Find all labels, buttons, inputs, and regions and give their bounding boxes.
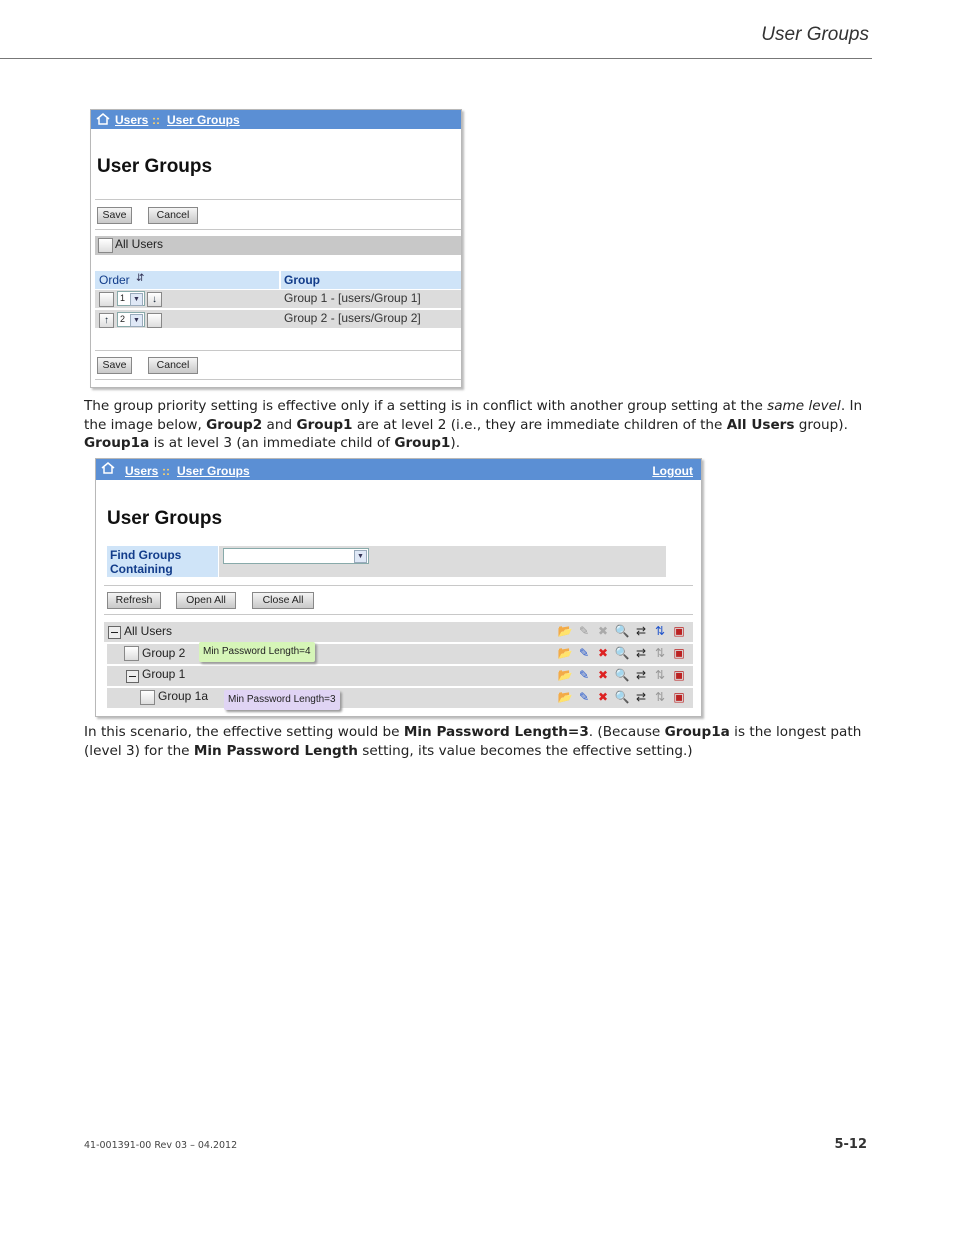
header-rule [0,58,872,59]
tree-label[interactable]: Group 1a [158,689,209,703]
chevron-down-icon: ▼ [130,293,143,306]
move-icon[interactable]: ⇄ [635,690,647,704]
home-icon[interactable] [101,462,115,474]
move-icon[interactable]: ⇄ [635,624,647,638]
edit-icon[interactable]: ✎ [578,668,590,682]
save-button[interactable]: Save [97,207,132,224]
move-down-placeholder [147,313,162,328]
settings-icon[interactable]: ▣ [673,690,685,704]
move-down-arrow-icon[interactable]: ↓ [147,292,162,307]
divider [95,350,461,351]
chevron-down-icon: ▼ [130,314,143,327]
settings-icon[interactable]: ▣ [673,646,685,660]
search-icon[interactable]: 🔍 [614,624,630,638]
cancel-button[interactable]: Cancel [148,207,198,224]
divider [95,379,461,380]
order-value: 2 [120,314,126,324]
move-icon[interactable]: ⇄ [635,646,647,660]
order-select[interactable] [117,291,145,306]
nav-bar [96,459,701,480]
delete-icon[interactable]: ✖ [597,646,609,660]
add-folder-icon[interactable]: 📂 [557,646,573,660]
paragraph-group-priority: The group priority setting is effective only if a setting is in conflict with another group setting at the same level. In the image below, Group2 and Group1 are at level 2 (i.e., they are immediate children of the All Users group). Group1a is at level 3 (an immediate child of Group1). [84,398,863,451]
divider [104,585,693,586]
row-actions [557,624,687,639]
min-password-note: Min Password Length=3 [224,690,340,710]
group-checkbox[interactable] [124,646,139,661]
page-title: User Groups [107,508,223,529]
search-icon[interactable]: 🔍 [614,668,630,682]
row-actions [557,668,687,683]
row-actions [557,646,687,661]
save-button[interactable]: Save [97,357,132,374]
delete-icon[interactable]: ✖ [597,690,609,704]
move-icon[interactable]: ⇄ [635,668,647,682]
settings-icon[interactable]: ▣ [673,668,685,682]
sort-icon[interactable]: ⇵ [136,273,145,284]
collapse-icon[interactable] [108,626,121,639]
all-users-label: All Users [115,237,164,251]
row-actions [557,690,687,705]
search-icon[interactable]: 🔍 [614,646,630,660]
edit-icon[interactable]: ✎ [578,646,590,660]
breadcrumb-user-groups-link[interactable]: User Groups [177,464,250,478]
user-groups-order-screenshot [90,109,462,388]
group-cell: Group 1 - [users/Group 1] [284,291,421,305]
cancel-button[interactable]: Cancel [148,357,198,374]
tree-label[interactable]: Group 1 [142,667,186,681]
footer-doc-number: 41-001391-00 Rev 03 – 04.2012 [84,1140,238,1151]
group-cell: Group 2 - [users/Group 2] [284,311,421,325]
edit-icon[interactable]: ✎ [578,690,590,704]
breadcrumb-users-link[interactable]: Users [115,113,149,127]
add-folder-icon[interactable]: 📂 [557,668,573,682]
search-icon[interactable]: 🔍 [614,690,630,704]
order-select[interactable] [117,312,145,327]
move-up-arrow-icon[interactable]: ↑ [99,313,114,328]
move-up-placeholder [99,292,114,307]
refresh-button[interactable]: Refresh [107,592,161,609]
priority-icon[interactable]: ⇅ [654,646,666,660]
order-value: 1 [120,293,126,303]
user-groups-tree-screenshot [95,458,702,717]
delete-icon[interactable]: ✖ [597,624,609,638]
min-password-note: Min Password Length=4 [199,642,315,662]
footer-page-number: 5-12 [834,1137,867,1152]
edit-icon[interactable]: ✎ [578,624,590,638]
nav-bar [91,110,461,129]
breadcrumb-users-link[interactable]: Users [125,464,159,478]
find-groups-label: Find Groups Containing [110,548,182,576]
breadcrumb-user-groups-link[interactable]: User Groups [167,113,240,127]
find-groups-select[interactable] [223,548,369,564]
open-all-button[interactable]: Open All [176,592,236,609]
priority-icon[interactable]: ⇅ [654,668,666,682]
add-folder-icon[interactable]: 📂 [557,690,573,704]
order-column-header[interactable]: Order [99,273,130,287]
group-checkbox[interactable] [140,690,155,705]
delete-icon[interactable]: ✖ [597,668,609,682]
page-header-title: User Groups [761,24,869,45]
settings-icon[interactable]: ▣ [673,624,685,638]
priority-icon[interactable]: ⇅ [654,624,666,638]
divider [95,229,461,230]
tree-label[interactable]: Group 2 [142,646,186,660]
close-all-button[interactable]: Close All [252,592,314,609]
priority-icon[interactable]: ⇅ [654,690,666,704]
divider [104,614,693,615]
tree-label[interactable]: All Users [124,624,173,638]
breadcrumb-separator: :: [162,464,170,478]
breadcrumb-separator: :: [152,113,160,127]
collapse-icon[interactable] [126,670,139,683]
all-users-checkbox[interactable] [98,238,113,253]
paragraph-effective-setting: In this scenario, the effective setting would be Min Password Length=3. (Because Group1a is the longest path (level 3) for the Min Password Length setting, its value becomes the effective setting.) [84,724,862,759]
group-column-header: Group [284,273,320,287]
divider [95,199,461,200]
logout-link[interactable]: Logout [652,464,693,478]
chevron-down-icon: ▼ [354,550,367,563]
page-title: User Groups [97,156,213,177]
add-folder-icon[interactable]: 📂 [557,624,573,638]
home-icon[interactable] [96,113,110,125]
